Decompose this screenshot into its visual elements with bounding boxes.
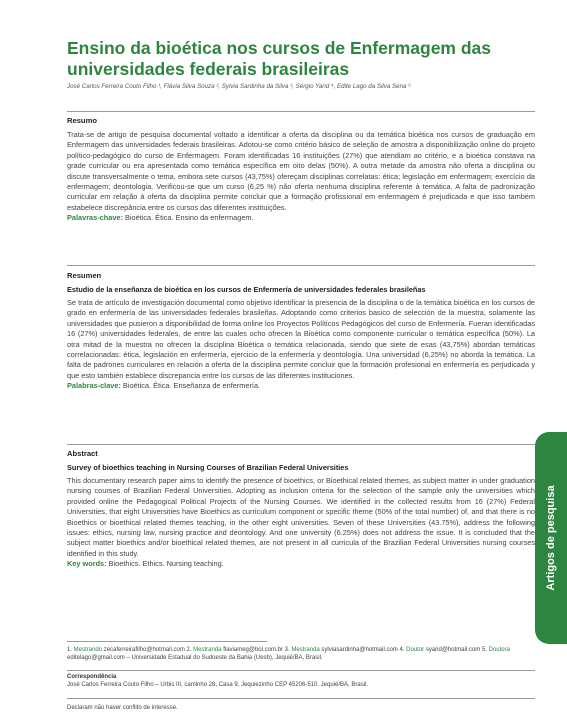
abstract-body: This documentary research paper aims to identify the presence of bioethics, or Bioethical related themes, as subject matter in under graduation nursing courses of Brazilian Federal Universities. Adopting as inclusion criteria for the selection of the sample only the universities which provided online the Pedagogical Political Projects of the Nursing Courses. We identified in the collected results from 16 (27%) Federal Universities, that eight Universities have Bioethics as curriculum component or specific theme (50% of the total number) of, and that there is no Bioethics or bioethical related themes teaching, in the other eight universities. Seven of these Universities (43.75%), address the following issues: ethics, nursing law, nursing practice and deontology. And one university (6.25%) does not address the issue. It is concluded that the subject matter bioethics and/or bioethical related themes, are not present in all curricula of the Brazilian Federal Universities nursing courses identified in this study. bbox=[67, 476, 535, 558]
abstract-heading: Abstract bbox=[67, 449, 98, 458]
resumo-body: Trata-se de artigo de pesquisa documental voltado a identificar a oferta da disciplina ou da temática bioética nos cursos de graduação em Enfermagem das universidades federais brasileiras. Adotou-se como critério básico de seleção de amostra a disponibilização online do projeto político-pedagógico do curso de Enfermagem. Foram identificadas 16 instituições (27%) que atendiam ao critério, e a bioética constava na grade curricular ou era apresentada como temática específica em oito delas (50%). A outra metade da amostra não oferta a disciplina ou discute transversalmente o tema, embora sete cursos (43,75%) ofereçam disciplinas correlatas: ética; legislação em enfermagem; exercício da enfermagem; deontologia. Verificou-se que um curso (6,25 %) não oferta nenhuma disciplina referente à temática. A falta de padronização curricular em relação à oferta da disciplina permite concluir que a formação profissional em enfermagem é prejudicada e que isso também estabelece discrepância entre os cursos das diferentes instituições. bbox=[67, 130, 535, 212]
resumo-keywords-text: Bioética. Ética. Ensino da enfermagem. bbox=[122, 213, 254, 223]
affiliation: – Universidade Estadual do Sudoeste da Bahia (Uesb), Jequié/BA, Brasil. bbox=[126, 655, 323, 662]
footnote-2: 2. Mestranda flaviameg@bol.com.br bbox=[186, 647, 285, 653]
resumen-heading: Resumen bbox=[67, 271, 102, 280]
correspondence-text: José Carlos Ferreira Couto Filho – Urbis III, caminho 28, Casa 9, Jequiezinho CEP 45206-510. Jequié/BA, Brasil. bbox=[67, 682, 369, 689]
resumo-keywords-label: Palavras-chave: bbox=[67, 213, 123, 223]
footnote-5: 5. Doutora editelago@gmail.com bbox=[67, 647, 510, 662]
correspondence-divider bbox=[67, 670, 535, 671]
footnote-divider bbox=[67, 641, 267, 642]
side-tab-label: Artigos de pesquisa bbox=[545, 485, 557, 591]
resumen-keywords bbox=[67, 381, 535, 391]
footnote-4: 4. Doutor syarid@hotmail.com bbox=[399, 647, 482, 653]
resumen-subtitle: Estudio de la enseñanza de bioética en los cursos de Enfermería de universidades federales brasileñas bbox=[67, 285, 426, 294]
resumo-heading: Resumo bbox=[67, 116, 97, 125]
resumo-section bbox=[67, 116, 535, 224]
divider-resumo bbox=[67, 111, 535, 112]
conflict-statement: Declaram não haver conflito de interesse. bbox=[67, 705, 178, 711]
correspondence bbox=[67, 673, 535, 689]
divider-resumen bbox=[67, 265, 535, 266]
abstract-subtitle: Survey of bioethics teaching in Nursing Courses of Brazilian Federal Universities bbox=[67, 463, 349, 472]
section-side-tab bbox=[535, 432, 567, 644]
abstract-keywords-label: Key words: bbox=[67, 559, 107, 569]
footnote-1: 1. Mestrando zecaferreirafilho@hotmail.com bbox=[67, 647, 187, 653]
resumo-keywords bbox=[67, 213, 535, 223]
abstract-keywords-text: Bioethics. Ethics. Nursing teaching. bbox=[106, 559, 224, 569]
footnotes bbox=[67, 646, 535, 662]
authors-line: José Carlos Ferreira Couto Filho ¹, Flávia Silva Souza ², Sylvia Sardinha da Silva ³, Sérgio Yarid ⁴, Edite Lago da Silva Sena ⁵ bbox=[67, 83, 411, 90]
footnote-3: 3. Mestranda sylviasardinha@hotmail.com bbox=[284, 647, 400, 653]
abstract-section bbox=[67, 449, 535, 570]
correspondence-heading: Correspondência bbox=[67, 674, 117, 680]
conflict-divider bbox=[67, 698, 535, 699]
resumen-keywords-label: Palabras-clave: bbox=[67, 381, 121, 391]
divider-abstract bbox=[67, 444, 535, 445]
article-title: Ensino da bioética nos cursos de Enfermagem das universidades federais brasileiras bbox=[67, 38, 492, 79]
resumen-keywords-text: Bioética. Ética. Enseñanza de enfermería. bbox=[120, 381, 261, 391]
resumen-section bbox=[67, 271, 535, 392]
resumen-body: Se trata de artículo de investigación documental como objetivo identificar la presencia de la disciplina o de la temática bioética en los cursos de grado en enfermería de las universidades federales brasileñas. Adoptando como criterios basico de selección de la muestra, solamente las universidades que pusieron a disponibilidad de forma online los Proyectos Políticos Pedagógicos del curso de Enfermería. Fueran identificadas 16 (27%) universidades federales, de entre las cuales ocho ofrecen la Bioética como componente curricular o temática específica (50%). La otra mitad de la muestra no ofrecen la disciplina Bioética o temática relacionada, siendo que siete de esas (43,75%) abordan temáticas correlacionadas: ética, legislación en enfermería, ejercicio de la enfermería y deontología. Una universidad (6,25%) no aborda la temática. La falta de padrones curriculares en relación a oferta de la disciplina permite concluir que la formación profesional en enfermería es perjudicada y que esto también establece discrepancia entre los cursos de las diferentes instituciones. bbox=[67, 298, 535, 380]
abstract-keywords bbox=[67, 559, 535, 569]
